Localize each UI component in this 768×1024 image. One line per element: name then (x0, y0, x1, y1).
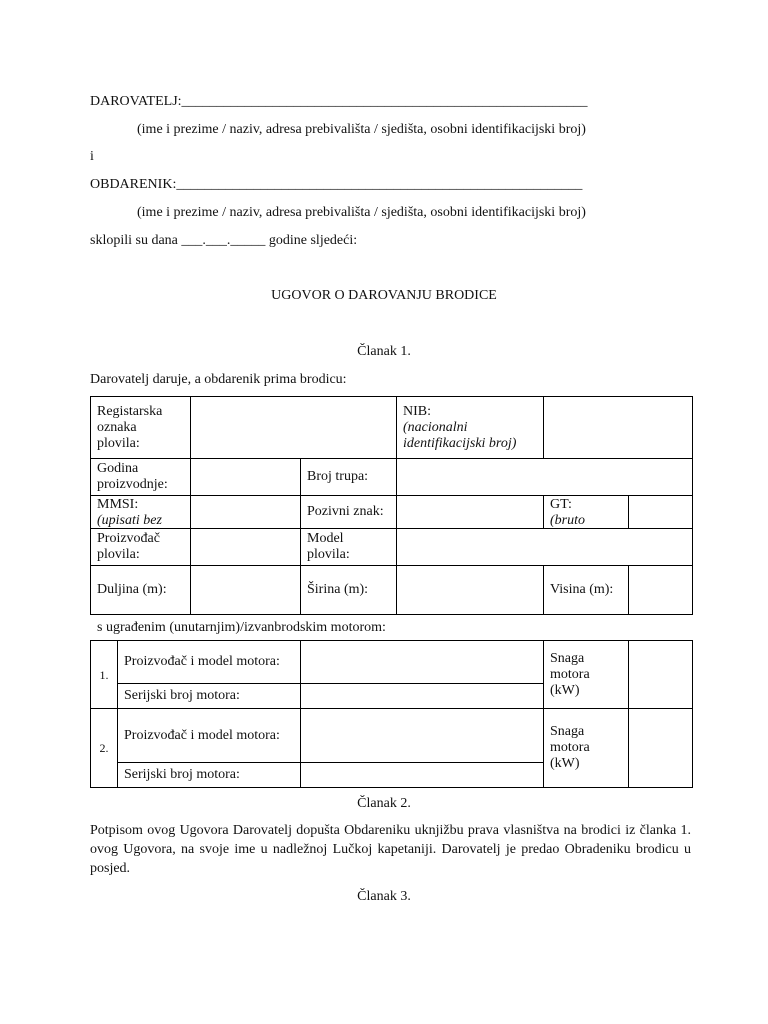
height-label: Visina (m): (544, 566, 629, 615)
hull-value[interactable] (397, 459, 693, 496)
boat-table (90, 396, 693, 615)
motor-index: 1. (91, 641, 118, 709)
motor-serial-label: Serijski broj motora: (118, 684, 301, 709)
article-3-heading: Članak 3. (357, 889, 411, 904)
contract-title: UGOVOR O DAROVANJU BRODICE (271, 288, 497, 303)
nib-value[interactable] (544, 397, 693, 459)
motor-power-value[interactable] (629, 641, 693, 709)
year-value[interactable] (191, 459, 301, 496)
mmsi-label: MMSI: (upisati bez (91, 496, 191, 529)
article-2-heading: Članak 2. (357, 796, 411, 811)
width-value[interactable] (397, 566, 544, 615)
length-value[interactable] (191, 566, 301, 615)
motor-maker-label: Proizvođač i model motora: (118, 641, 301, 684)
gt-label: GT: (bruto (544, 496, 629, 529)
motor-serial-value[interactable] (301, 684, 544, 709)
concluded-date: sklopili su dana ___.___._____ godine sljedeći: (90, 233, 358, 248)
reg-value[interactable] (191, 397, 397, 459)
hull-label: Broj trupa: (301, 459, 397, 496)
callsign-value[interactable] (397, 496, 544, 529)
nib-label: NIB: (nacionalni identifikacijski broj) (397, 397, 544, 459)
article-1-intro: Darovatelj daruje, a obdarenik prima brodicu: (90, 372, 347, 387)
recipient-line: OBDARENIK:__________________________________________________________ (90, 177, 583, 192)
gt-value[interactable] (629, 496, 693, 529)
donor-hint: (ime i prezime / naziv, adresa prebivališta / sjedišta, osobni identifikacijski broj) (137, 122, 586, 137)
motor-index: 2. (91, 709, 118, 788)
article-1-heading: Članak 1. (357, 344, 411, 359)
recipient-hint: (ime i prezime / naziv, adresa prebivališta / sjedišta, osobni identifikacijski broj) (137, 205, 586, 220)
motor-power-value[interactable] (629, 709, 693, 788)
mmsi-value[interactable] (191, 496, 301, 529)
maker-label: Proizvođač plovila: (91, 529, 191, 566)
motor-serial-value[interactable] (301, 763, 544, 788)
motor-maker-label: Proizvođač i model motora: (118, 709, 301, 763)
height-value[interactable] (629, 566, 693, 615)
maker-value[interactable] (191, 529, 301, 566)
motor-maker-value[interactable] (301, 709, 544, 763)
motor-power-label: Snaga motora (kW) (544, 709, 629, 788)
motor-power-label: Snaga motora (kW) (544, 641, 629, 709)
model-label: Model plovila: (301, 529, 397, 566)
model-value[interactable] (397, 529, 693, 566)
width-label: Širina (m): (301, 566, 397, 615)
motor-intro: s ugrađenim (unutarnjim)/izvanbrodskim motorom: (97, 620, 386, 635)
motor-serial-label: Serijski broj motora: (118, 763, 301, 788)
reg-label: Registarska oznaka plovila: (91, 397, 191, 459)
motor-table (90, 640, 693, 788)
callsign-label: Pozivni znak: (301, 496, 397, 529)
length-label: Duljina (m): (91, 566, 191, 615)
year-label: Godina proizvodnje: (91, 459, 191, 496)
donor-line: DAROVATELJ:__________________________________________________________ (90, 94, 588, 109)
conjunction: i (90, 149, 94, 164)
motor-maker-value[interactable] (301, 641, 544, 684)
article-2-text: Potpisom ovog Ugovora Darovatelj dopušta Obdareniku uknjižbu prava vlasništva na brodici iz članka 1. ovog Ugovora, na svoje ime u nadležnoj Lučkoj kapetaniji. Darovatelj je predao Obradeniku brodicu u posjed. (90, 823, 691, 876)
